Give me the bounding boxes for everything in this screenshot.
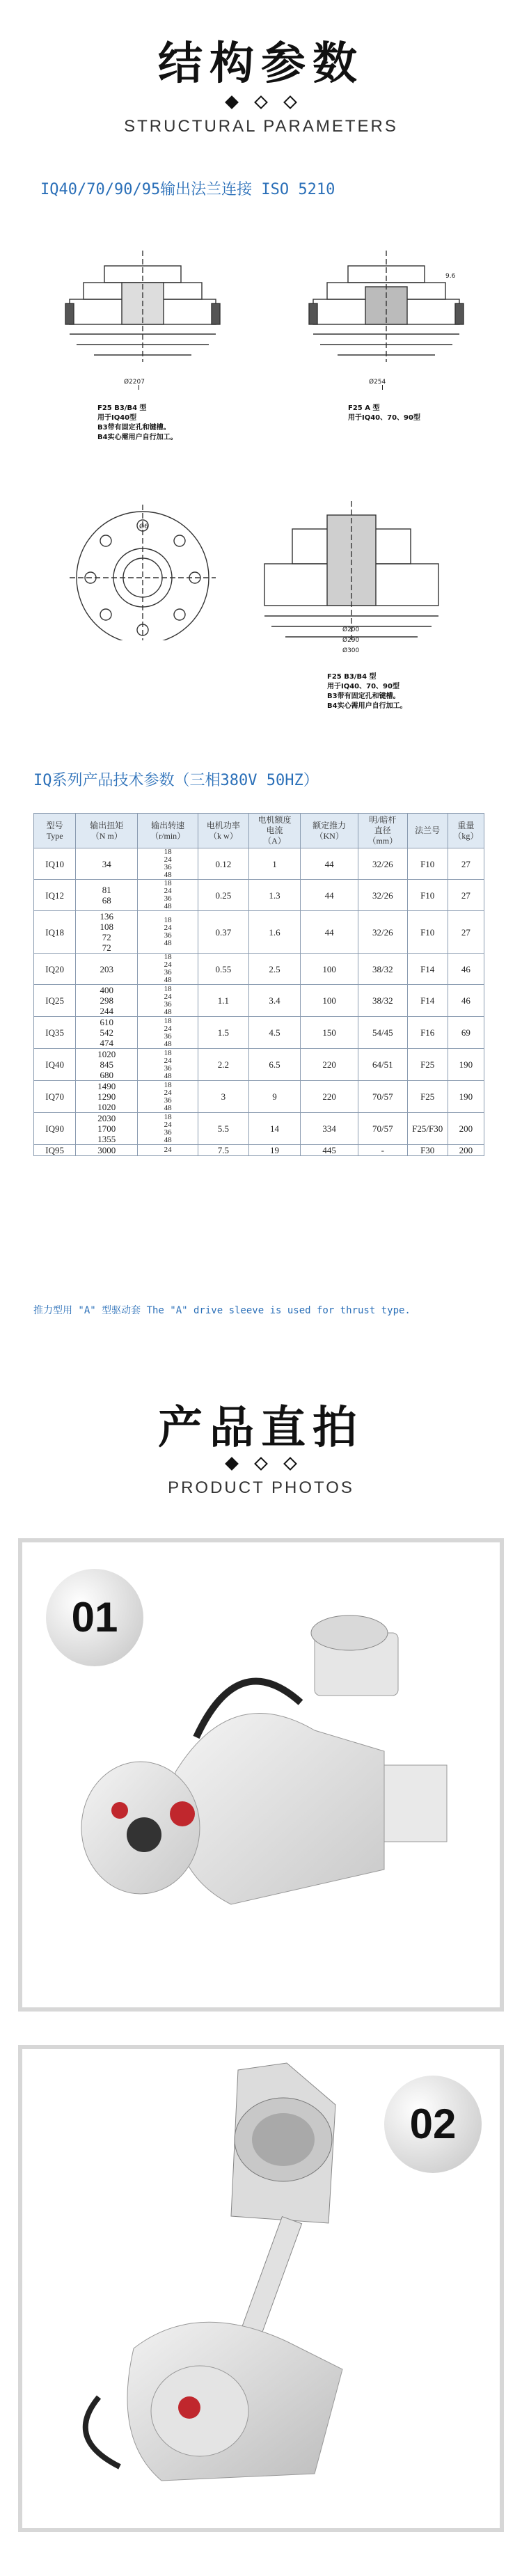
dim-label: 9.6	[445, 273, 456, 280]
torque-value: 81	[102, 885, 111, 895]
speed-value: 18	[164, 1080, 172, 1089]
speed-value: 18	[164, 848, 172, 856]
table-body	[34, 848, 484, 1156]
table-cell-weight: 69	[448, 1017, 484, 1049]
caption-line: 用于IQ40、70、90型	[348, 414, 420, 422]
diamond-icon	[225, 95, 239, 109]
drawing-marker: Ⅰ	[381, 384, 383, 392]
table-cell-power: 1.1	[198, 985, 249, 1017]
table-cell-torque	[76, 1113, 138, 1145]
table-cell-current: 4.5	[248, 1017, 301, 1049]
caption-line: B4实心需用户自行加工。	[327, 702, 407, 710]
speed-value: 24	[164, 887, 172, 895]
speed-value: 18	[164, 916, 172, 924]
caption-line: F25 B3/B4 型	[97, 404, 147, 412]
photo-number-badge: 01	[46, 1569, 143, 1666]
table-cell-type: IQ20	[34, 954, 76, 985]
table-cell-flange: F25	[407, 1081, 448, 1113]
table-cell-flange: F25	[407, 1049, 448, 1081]
speed-value: 36	[164, 1032, 172, 1041]
table-cell-thrust: 44	[301, 880, 358, 911]
table-cell-stem: 64/51	[358, 1049, 408, 1081]
speed-value: 24	[164, 924, 172, 932]
table-cell-type: IQ35	[34, 1017, 76, 1049]
table-cell-flange: F14	[407, 985, 448, 1017]
torque-value: 1020	[97, 1049, 116, 1059]
table-cell-weight: 200	[448, 1145, 484, 1156]
table-cell-current: 3.4	[248, 985, 301, 1017]
speed-value: 24	[164, 1088, 172, 1097]
product-photo-1	[18, 1538, 504, 2012]
drawing-marker: Ⅰ	[138, 384, 140, 392]
table-cell-torque	[76, 1145, 138, 1156]
torque-value: 68	[102, 895, 111, 906]
column-header: 电机功率 （k w）	[198, 814, 249, 848]
table-cell-thrust: 44	[301, 848, 358, 880]
torque-value: 680	[100, 1070, 113, 1080]
table-row	[34, 1081, 484, 1113]
dim-label: Ø200	[342, 626, 360, 633]
speed-value: 36	[164, 1128, 172, 1137]
table-cell-stem: -	[358, 1145, 408, 1156]
torque-value: 610	[100, 1017, 113, 1027]
spec-heading: IQ系列产品技术参数（三相380V 50HZ）	[33, 772, 319, 789]
drawing-top-left	[65, 251, 220, 362]
table-cell-flange: F10	[407, 911, 448, 954]
spec-table	[33, 813, 484, 1156]
table-cell-type: IQ90	[34, 1113, 76, 1145]
speed-value: 18	[164, 953, 172, 961]
table-cell-type: IQ95	[34, 1145, 76, 1156]
column-header: 重量 （kg）	[448, 814, 484, 848]
table-cell-speeds	[138, 848, 198, 880]
table-row	[34, 1049, 484, 1081]
speed-value: 48	[164, 939, 172, 947]
table-cell-weight: 27	[448, 848, 484, 880]
table-cell-stem: 32/26	[358, 880, 408, 911]
table-cell-power: 3	[198, 1081, 249, 1113]
table-cell-torque	[76, 880, 138, 911]
speed-value: 18	[164, 1112, 172, 1121]
torque-value: 1290	[97, 1091, 116, 1102]
speed-value: 24	[164, 1120, 172, 1129]
speed-value: 48	[164, 1103, 172, 1112]
table-row	[34, 1113, 484, 1145]
table-row	[34, 1017, 484, 1049]
table-cell-speeds	[138, 880, 198, 911]
table-cell-speeds	[138, 1081, 198, 1113]
table-cell-weight: 46	[448, 985, 484, 1017]
torque-value: 1355	[97, 1134, 116, 1144]
torque-value: 136	[100, 911, 113, 922]
speed-value: 18	[164, 984, 172, 993]
speed-value: 18	[164, 1016, 172, 1025]
torque-value: 203	[100, 963, 113, 974]
table-cell-type: IQ12	[34, 880, 76, 911]
table-cell-power: 0.37	[198, 911, 249, 954]
torque-value: 2030	[97, 1113, 116, 1123]
table-cell-flange: F16	[407, 1017, 448, 1049]
photos-subtitle: PRODUCT PHOTOS	[168, 1478, 354, 1497]
table-row	[34, 848, 484, 880]
torque-value: 244	[100, 1006, 113, 1016]
photo-number-badge: 02	[384, 2076, 482, 2173]
table-row	[34, 954, 484, 985]
speed-value: 36	[164, 931, 172, 940]
table-cell-power: 7.5	[198, 1145, 249, 1156]
table-cell-speeds	[138, 1145, 198, 1156]
table-cell-type: IQ70	[34, 1081, 76, 1113]
table-cell-stem: 38/32	[358, 985, 408, 1017]
torque-value: 1490	[97, 1081, 116, 1091]
torque-value: 72	[102, 932, 111, 942]
speed-value: 24	[164, 992, 172, 1001]
column-header: 型号 Type	[34, 814, 76, 848]
table-cell-stem: 70/57	[358, 1113, 408, 1145]
structure-title: 结构参数	[158, 38, 364, 90]
table-cell-thrust: 445	[301, 1145, 358, 1156]
dim-label: Ø254	[369, 379, 386, 386]
table-cell-weight: 190	[448, 1081, 484, 1113]
table-cell-torque	[76, 911, 138, 954]
table-cell-weight: 27	[448, 911, 484, 954]
speed-value: 36	[164, 968, 172, 977]
table-cell-speeds	[138, 1049, 198, 1081]
table-cell-thrust: 100	[301, 954, 358, 985]
dim-label: Ø300	[342, 647, 360, 654]
table-cell-torque	[76, 1017, 138, 1049]
table-cell-stem: 32/26	[358, 848, 408, 880]
diamond-outline-icon	[254, 95, 268, 109]
column-header: 输出转速 （r/min）	[138, 814, 198, 848]
torque-value: 400	[100, 985, 113, 995]
table-cell-current: 1.6	[248, 911, 301, 954]
drawing-caption-bottom	[327, 672, 407, 711]
table-cell-weight: 46	[448, 954, 484, 985]
table-cell-speeds	[138, 1113, 198, 1145]
dim-label: Ø290	[342, 637, 360, 644]
table-cell-speeds	[138, 911, 198, 954]
table-cell-power: 1.5	[198, 1017, 249, 1049]
speed-value: 36	[164, 894, 172, 903]
speed-value: 48	[164, 1039, 172, 1048]
speed-value: 48	[164, 871, 172, 879]
speed-value: 48	[164, 1135, 172, 1144]
torque-value: 1020	[97, 1102, 116, 1112]
speed-value: 24	[164, 961, 172, 969]
table-cell-torque	[76, 1081, 138, 1113]
dim-label: Ø6	[139, 523, 148, 530]
table-cell-current: 2.5	[248, 954, 301, 985]
table-cell-thrust: 220	[301, 1049, 358, 1081]
speed-value: 36	[164, 863, 172, 871]
speed-value: 24	[164, 1146, 172, 1154]
table-cell-current: 9	[248, 1081, 301, 1113]
speed-value: 48	[164, 902, 172, 910]
table-header-row	[34, 814, 484, 848]
table-cell-thrust: 100	[301, 985, 358, 1017]
table-cell-flange: F10	[407, 880, 448, 911]
table-cell-weight: 200	[448, 1113, 484, 1145]
dim-label: Ø2207	[124, 379, 145, 386]
table-row	[34, 911, 484, 954]
speed-value: 48	[164, 1071, 172, 1080]
table-cell-current: 19	[248, 1145, 301, 1156]
product-photo-2	[18, 2045, 504, 2532]
torque-value: 108	[100, 922, 113, 932]
table-row	[34, 880, 484, 911]
caption-line: 用于IQ40、70、90型	[327, 683, 400, 690]
torque-value: 474	[100, 1038, 113, 1048]
table-cell-stem: 70/57	[358, 1081, 408, 1113]
speed-value: 36	[164, 1064, 172, 1073]
caption-line: B3带有固定孔和键槽。	[327, 693, 400, 700]
technical-drawings	[56, 251, 473, 640]
photos-title: 产品直拍	[158, 1402, 364, 1454]
torque-value: 72	[102, 942, 111, 953]
torque-value: 34	[102, 858, 111, 869]
speed-value: 18	[164, 1048, 172, 1057]
table-cell-power: 5.5	[198, 1113, 249, 1145]
diamond-icon	[225, 1457, 239, 1471]
drawing-caption-right	[348, 404, 420, 423]
table-cell-torque	[76, 954, 138, 985]
diamond-divider	[0, 1459, 522, 1469]
caption-line: F25 A 型	[348, 404, 380, 412]
table-cell-stem: 32/26	[358, 911, 408, 954]
torque-value: 542	[100, 1027, 113, 1038]
table-cell-flange: F10	[407, 848, 448, 880]
column-header: 额定推力 （KN）	[301, 814, 358, 848]
caption-line: 用于IQ40型	[97, 414, 137, 422]
table-cell-power: 0.25	[198, 880, 249, 911]
caption-line: F25 B3/B4 型	[327, 673, 377, 681]
column-header: 明/暗杆 直径 （mm）	[358, 814, 408, 848]
drawing-top-right	[309, 251, 464, 362]
speed-value: 24	[164, 1024, 172, 1033]
table-cell-type: IQ10	[34, 848, 76, 880]
column-header: 输出扭矩 （N m）	[76, 814, 138, 848]
table-cell-flange: F30	[407, 1145, 448, 1156]
table-cell-weight: 27	[448, 880, 484, 911]
table-cell-thrust: 44	[301, 911, 358, 954]
table-cell-power: 0.55	[198, 954, 249, 985]
table-cell-flange: F14	[407, 954, 448, 985]
diamond-outline-icon	[254, 1457, 268, 1471]
table-cell-thrust: 150	[301, 1017, 358, 1049]
diamond-outline-icon	[283, 1457, 297, 1471]
table-cell-speeds	[138, 985, 198, 1017]
table-cell-speeds	[138, 1017, 198, 1049]
table-cell-type: IQ18	[34, 911, 76, 954]
table-cell-power: 0.12	[198, 848, 249, 880]
torque-value: 298	[100, 995, 113, 1006]
table-cell-current: 6.5	[248, 1049, 301, 1081]
column-header: 电机额度 电流 （A）	[248, 814, 301, 848]
drawing-bottom-right	[264, 501, 438, 640]
diamond-outline-icon	[283, 95, 297, 109]
torque-value: 3000	[97, 1145, 116, 1155]
caption-line: B4实心需用户自行加工。	[97, 434, 177, 441]
table-cell-stem: 38/32	[358, 954, 408, 985]
structure-subtitle: STRUCTURAL PARAMETERS	[124, 117, 398, 136]
table-cell-torque	[76, 848, 138, 880]
torque-value: 1700	[97, 1123, 116, 1134]
table-cell-torque	[76, 985, 138, 1017]
diamond-divider	[0, 97, 522, 107]
table-cell-thrust: 220	[301, 1081, 358, 1113]
table-row	[34, 985, 484, 1017]
flange-heading: IQ40/70/90/95输出法兰连接 ISO 5210	[40, 181, 335, 198]
speed-value: 48	[164, 1007, 172, 1016]
caption-line: B3带有固定孔和键槽。	[97, 424, 171, 432]
table-cell-flange: F25/F30	[407, 1113, 448, 1145]
table-row	[34, 1145, 484, 1156]
speed-value: 48	[164, 976, 172, 984]
spec-footnote: 推力型用 "A" 型驱动套 The "A" drive sleeve is used for thrust type.	[33, 1305, 411, 1316]
speed-value: 36	[164, 1096, 172, 1105]
torque-value: 845	[100, 1059, 113, 1070]
table-cell-current: 1.3	[248, 880, 301, 911]
speed-value: 18	[164, 879, 172, 887]
table-cell-speeds	[138, 954, 198, 985]
table-cell-thrust: 334	[301, 1113, 358, 1145]
column-header: 法兰号	[407, 814, 448, 848]
table-cell-current: 1	[248, 848, 301, 880]
table-cell-stem: 54/45	[358, 1017, 408, 1049]
table-cell-type: IQ40	[34, 1049, 76, 1081]
speed-value: 36	[164, 999, 172, 1009]
speed-value: 24	[164, 855, 172, 864]
table-cell-current: 14	[248, 1113, 301, 1145]
table-cell-power: 2.2	[198, 1049, 249, 1081]
speed-value: 24	[164, 1056, 172, 1065]
table-cell-weight: 190	[448, 1049, 484, 1081]
table-cell-torque	[76, 1049, 138, 1081]
drawing-caption-left	[97, 404, 177, 443]
table-cell-type: IQ25	[34, 985, 76, 1017]
